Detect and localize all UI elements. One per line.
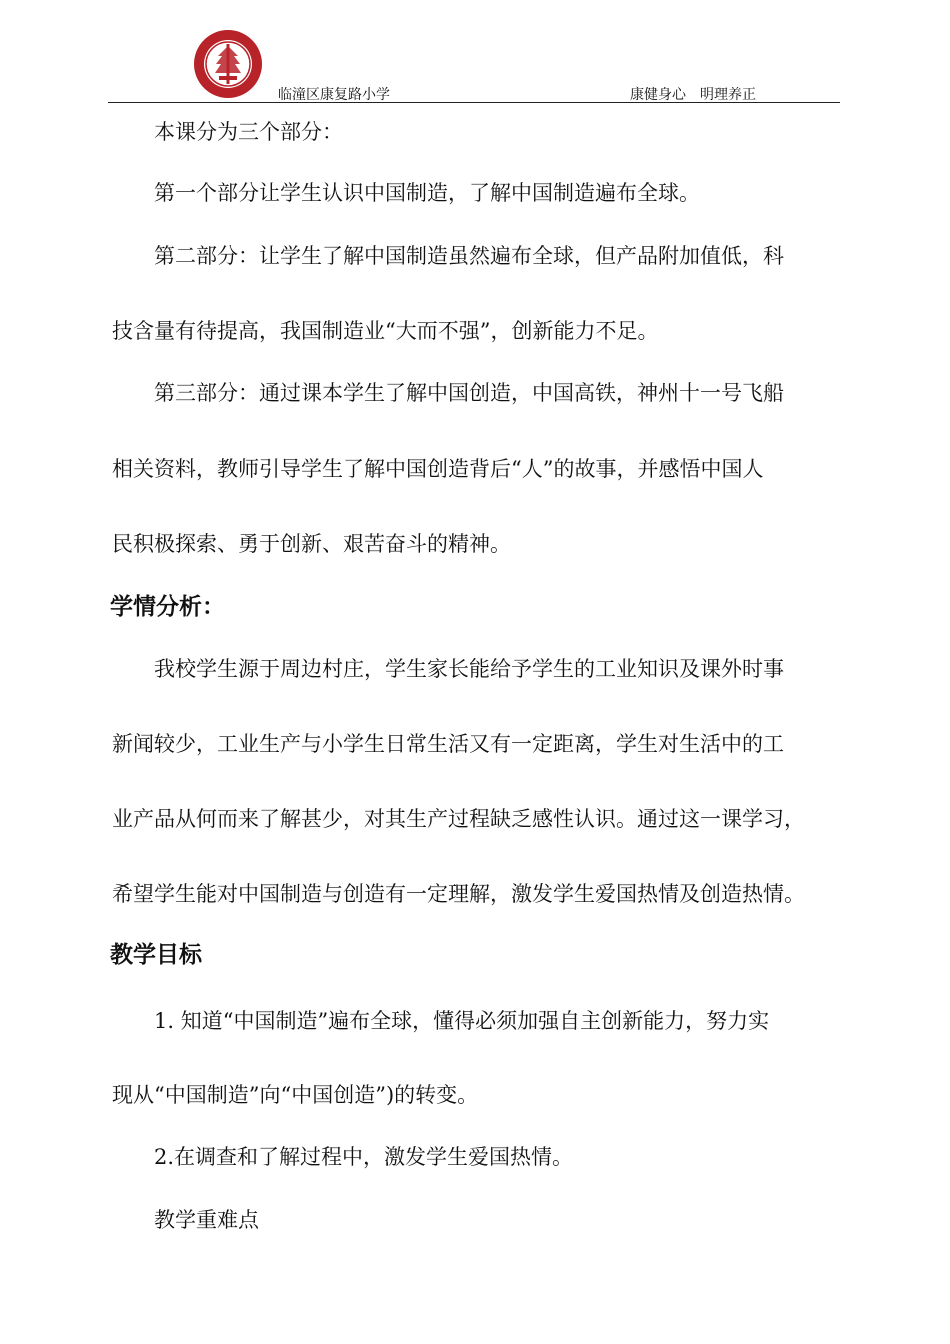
school-name: 临潼区康复路小学: [278, 87, 390, 103]
paragraph-line: 相关资料，教师引导学生了解中国创造背后“人”的故事，并感悟中国人: [112, 457, 764, 481]
paragraph-line: 现从“中国制造”向“中国创造”)的转变。: [112, 1083, 479, 1107]
subheading-key-points: 教学重难点: [154, 1208, 259, 1232]
paragraph-line: 民积极探索、勇于创新、艰苦奋斗的精神。: [112, 532, 511, 556]
school-motto: 康健身心 明理养正: [630, 87, 756, 103]
page-header: [108, 22, 840, 102]
list-item: 1. 知道“中国制造”遍布全球，懂得必须加强自主创新能力，努力实: [154, 1009, 770, 1033]
paragraph-line: 本课分为三个部分：: [154, 120, 343, 144]
paragraph-line: 希望学生能对中国制造与创造有一定理解，激发学生爱国热情及创造热情。: [112, 882, 805, 906]
paragraph-line: 我校学生源于周边村庄，学生家长能给予学生的工业知识及课外时事: [154, 657, 784, 681]
section-heading-student-analysis: 学情分析：: [110, 594, 225, 620]
paragraph-line: 业产品从何而来了解甚少，对其生产过程缺乏感性认识。通过这一课学习，: [112, 807, 805, 831]
paragraph-line: 技含量有待提高，我国制造业“大而不强”，创新能力不足。: [112, 319, 659, 343]
school-logo: [192, 28, 264, 100]
list-item: 2.在调查和了解过程中，激发学生爱国热情。: [154, 1145, 574, 1169]
paragraph-line: 第三部分：通过课本学生了解中国创造，中国高铁，神州十一号飞船: [154, 381, 784, 405]
header-divider: [108, 102, 840, 103]
section-heading-teaching-goals: 教学目标: [110, 942, 202, 968]
paragraph-line: 新闻较少，工业生产与小学生日常生活又有一定距离，学生对生活中的工: [112, 732, 784, 756]
paragraph-line: 第二部分：让学生了解中国制造虽然遍布全球，但产品附加值低，科: [154, 244, 784, 268]
paragraph-line: 第一个部分让学生认识中国制造，了解中国制造遍布全球。: [154, 181, 700, 205]
